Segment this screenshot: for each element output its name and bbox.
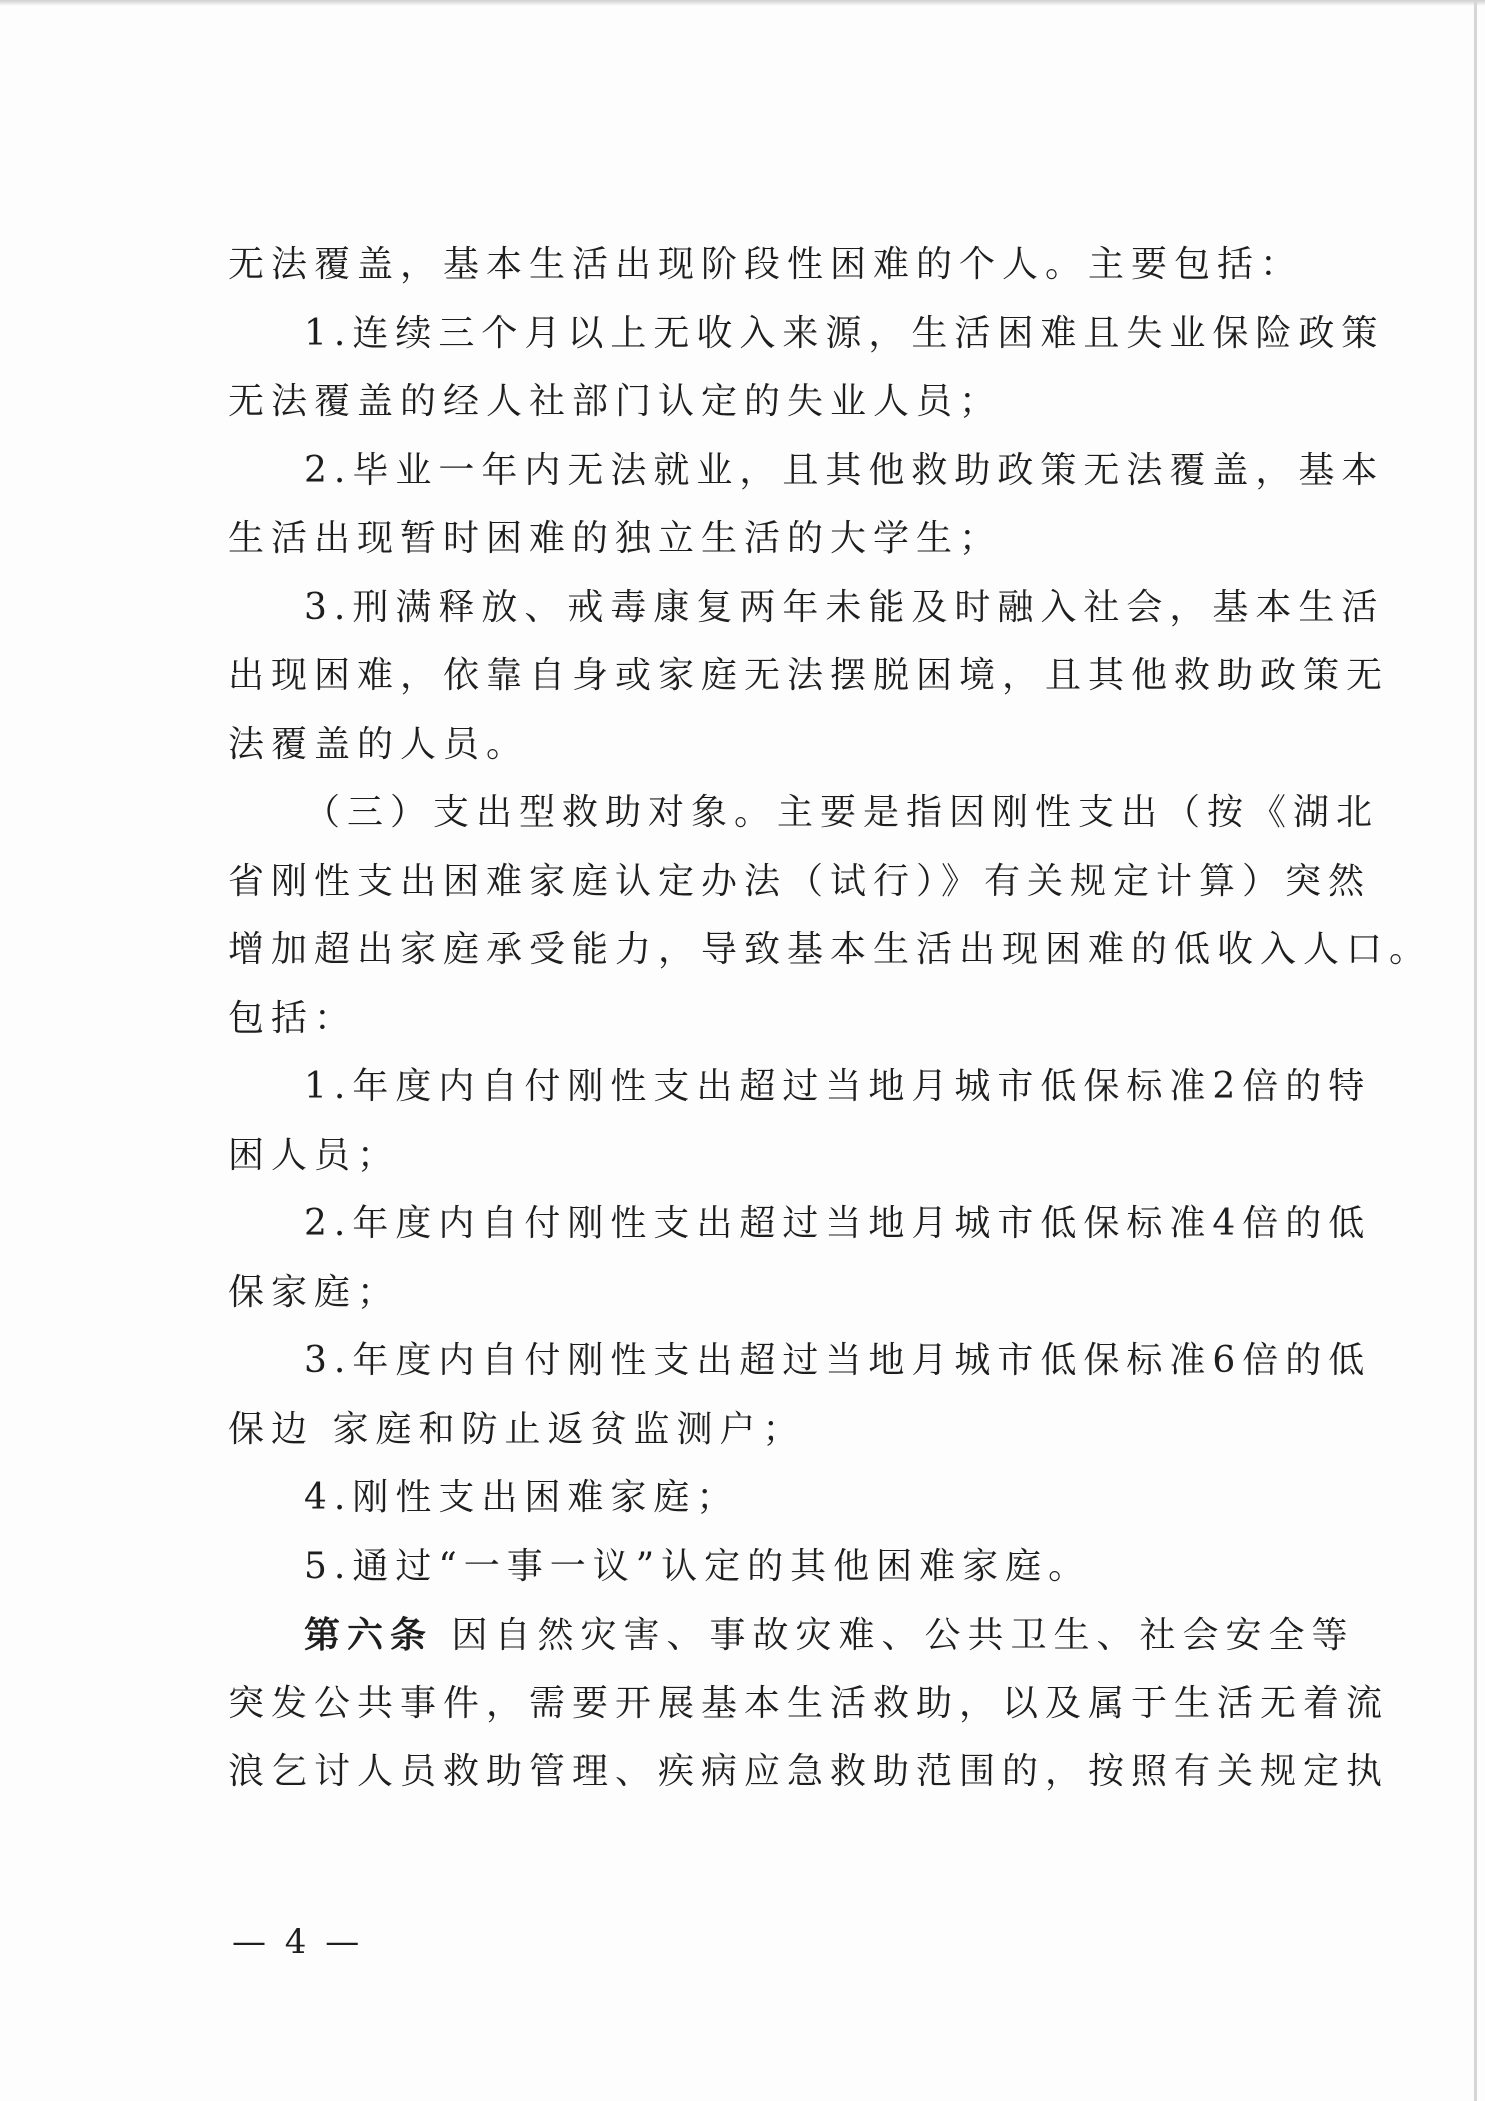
scan-top-edge bbox=[0, 0, 1485, 6]
text-line-9: （三）支出型救助对象。主要是指因刚性支出（按《湖北 bbox=[304, 792, 1380, 833]
text-line-12: 包括： bbox=[228, 998, 358, 1039]
article-6-line-1 bbox=[304, 1611, 1354, 1660]
text-line-5: 生活出现暂时困难的独立生活的大学生； bbox=[228, 518, 1003, 559]
text-line-6: 3.刑满释放、戒毒康复两年未能及时融入社会，基本生活 bbox=[304, 587, 1385, 628]
article-6-heading: 第六条 bbox=[304, 1614, 434, 1656]
text-line-4: 2.毕业一年内无法就业，且其他救助政策无法覆盖，基本 bbox=[304, 450, 1385, 491]
text-line-20: 5.通过“一事一议”认定的其他困难家庭。 bbox=[304, 1546, 1092, 1587]
text-line-15: 2.年度内自付刚性支出超过当地月城市低保标准4倍的低 bbox=[304, 1203, 1372, 1244]
article-6-line-1-text: 因自然灾害、事故灾难、公共卫生、社会安全等 bbox=[433, 1615, 1355, 1656]
scan-right-edge bbox=[1474, 0, 1477, 2101]
text-line-10: 省刚性支出困难家庭认定办法（试行）》有关规定计算）突然 bbox=[228, 861, 1372, 902]
text-line-13: 1.年度内自付刚性支出超过当地月城市低保标准2倍的特 bbox=[304, 1066, 1372, 1107]
article-6-line-3: 浪乞讨人员救助管理、疾病应急救助范围的，按照有关规定执 bbox=[228, 1751, 1390, 1792]
text-line-2: 1.连续三个月以上无收入来源，生活困难且失业保险政策 bbox=[304, 313, 1385, 354]
text-line-7: 出现困难，依靠自身或家庭无法摆脱困境，且其他救助政策无 bbox=[228, 655, 1390, 696]
text-line-8: 法覆盖的人员。 bbox=[228, 724, 530, 765]
text-line-19: 4.刚性支出困难家庭； bbox=[304, 1477, 740, 1518]
text-line-3: 无法覆盖的经人社部门认定的失业人员； bbox=[228, 381, 1003, 422]
text-line-16: 保家庭； bbox=[228, 1272, 401, 1313]
page-number: — 4 — bbox=[232, 1922, 364, 1962]
text-line-11: 增加超出家庭承受能力，导致基本生活出现困难的低收入人口。 bbox=[228, 929, 1433, 970]
text-line-1: 无法覆盖，基本生活出现阶段性困难的个人。主要包括： bbox=[228, 244, 1304, 285]
text-line-18: 保边 家庭和防止返贫监测户； bbox=[228, 1409, 806, 1450]
text-line-17: 3.年度内自付刚性支出超过当地月城市低保标准6倍的低 bbox=[304, 1340, 1372, 1381]
text-line-14: 困人员； bbox=[228, 1135, 401, 1176]
article-6-line-2: 突发公共事件，需要开展基本生活救助，以及属于生活无着流 bbox=[228, 1683, 1390, 1724]
